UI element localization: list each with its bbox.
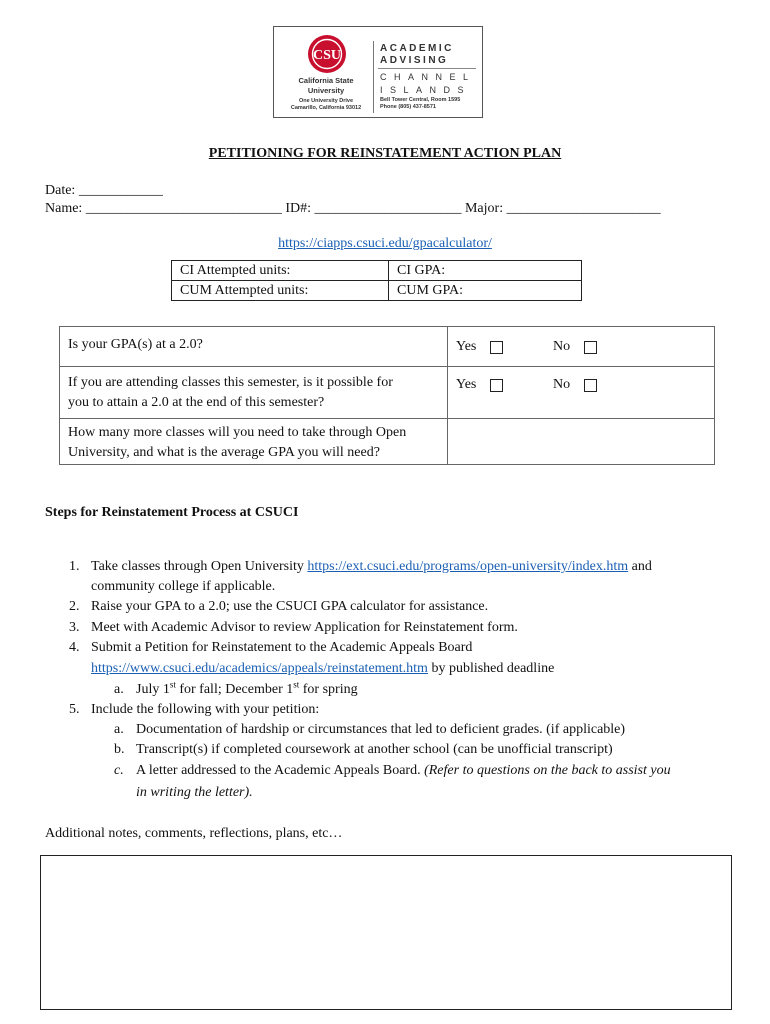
step-4-number: 4.: [69, 640, 80, 655]
step-5c-italic-line2: in writing the letter).: [136, 785, 253, 800]
csuci-academic-advising-logo: [273, 26, 483, 118]
no-label: No: [553, 377, 571, 392]
answer-input-cell[interactable]: [448, 419, 715, 465]
step-5c-letter: c.: [114, 763, 124, 778]
question-text: [60, 367, 447, 413]
question-text-line1: If you are attending classes this semester, is it possible for: [68, 375, 393, 390]
cum-gpa-cell[interactable]: CUM GPA:: [389, 281, 582, 301]
step-1-number: 1.: [69, 559, 80, 574]
university-address: [278, 98, 374, 112]
yes-option[interactable]: [456, 337, 553, 357]
university-line1: California State: [298, 76, 354, 85]
step-4a-text: [136, 680, 358, 700]
no-checkbox[interactable]: [584, 341, 597, 354]
step-4a-letter: a.: [114, 682, 124, 697]
step-4-tail: by published deadline: [431, 661, 555, 676]
step-5b-text: Transcript(s) if completed coursework at another school (can be unofficial transcript): [136, 742, 613, 757]
name-id-major-fields[interactable]: Name: ____________________________ ID#: _____________________ Major: ______________________: [45, 201, 661, 216]
address-line1: One University Drive: [298, 98, 354, 104]
date-field[interactable]: Date: ____________: [45, 183, 163, 198]
reinstatement-link[interactable]: https://www.csuci.edu/academics/appeals/reinstatement.htm: [91, 661, 428, 676]
notes-label: Additional notes, comments, reflections, plans, etc…: [45, 826, 343, 841]
cum-attempted-units-cell[interactable]: CUM Attempted units:: [172, 281, 389, 301]
page-title: PETITIONING FOR REINSTATEMENT ACTION PLAN: [208, 146, 562, 161]
notes-textarea[interactable]: [40, 855, 732, 1010]
university-line2: University: [307, 86, 345, 95]
csu-seal-icon: [307, 34, 347, 74]
step-3-text: Meet with Academic Advisor to review Application for Reinstatement form.: [91, 620, 518, 635]
step-5-text: Include the following with your petition:: [91, 702, 320, 717]
question-cell: [60, 367, 448, 419]
step-5b-letter: b.: [114, 742, 125, 757]
yes-label: Yes: [456, 339, 477, 354]
gpa-questions-table: [59, 326, 715, 465]
question-cell: [60, 327, 448, 367]
yes-label: Yes: [456, 377, 477, 392]
deadline-fall-text: July 1: [136, 682, 170, 697]
step-2-number: 2.: [69, 599, 80, 614]
logo-divider-horizontal: [378, 68, 476, 69]
question-row: [60, 367, 715, 419]
step-4-line2: [91, 659, 554, 679]
step-1-text: Take classes through Open University: [91, 559, 304, 574]
step-1: [91, 557, 652, 577]
no-label: No: [553, 339, 571, 354]
step-5c-plain: A letter addressed to the Academic Appeals Board.: [136, 763, 421, 778]
steps-heading: Steps for Reinstatement Process at CSUCI: [45, 505, 299, 520]
university-name: [278, 76, 374, 96]
step-5c-italic: (Refer to questions on the back to assist you: [424, 763, 671, 778]
channel-islands-wordmark: [380, 71, 476, 97]
deadline-tail-text: for spring: [299, 682, 358, 697]
answer-cell: [448, 367, 715, 419]
step-2-text: Raise your GPA to a 2.0; use the CSUCI GPA calculator for assistance.: [91, 599, 489, 614]
step-5a-text: Documentation of hardship or circumstances that led to deficient grades. (if applicable): [136, 722, 626, 737]
gpa-calculator-link[interactable]: https://ciapps.csuci.edu/gpacalculator/: [278, 236, 492, 251]
gpa-summary-table: [171, 260, 582, 301]
no-checkbox[interactable]: [584, 379, 597, 392]
ordinal-suffix: st: [293, 679, 300, 690]
step-1-line2: community college if applicable.: [91, 579, 276, 594]
step-3-number: 3.: [69, 620, 80, 635]
step-5a-letter: a.: [114, 722, 124, 737]
step-5-number: 5.: [69, 702, 80, 717]
question-text-line2: University, and what is the average GPA you will need?: [68, 445, 380, 460]
question-text: Is your GPA(s) at a 2.0?: [68, 337, 203, 352]
ci-attempted-units-cell[interactable]: CI Attempted units:: [172, 261, 389, 281]
question-row: [60, 327, 715, 367]
step-4-text: Submit a Petition for Reinstatement to the Academic Appeals Board: [91, 640, 473, 655]
office-line1: Bell Tower Central, Room 1595: [380, 97, 461, 103]
open-university-link[interactable]: https://ext.csuci.edu/programs/open-university/index.htm: [307, 559, 629, 574]
step-5c-text: [136, 761, 671, 781]
wordmark-channel: CHANNEL: [380, 72, 476, 82]
deadline-spring-text: for fall; December 1: [175, 682, 294, 697]
wordmark-advising: ADVISING: [380, 55, 449, 66]
yes-option[interactable]: [456, 375, 553, 395]
wordmark-academic: ACADEMIC: [380, 43, 454, 54]
question-text: [60, 419, 447, 463]
question-cell: [60, 419, 448, 465]
ci-gpa-cell[interactable]: CI GPA:: [389, 261, 582, 281]
question-row: [60, 419, 715, 465]
yes-checkbox[interactable]: [490, 379, 503, 392]
seal-text: CSU: [312, 48, 342, 63]
question-text-line1: How many more classes will you need to take through Open: [68, 425, 407, 440]
yes-checkbox[interactable]: [490, 341, 503, 354]
step-1-tail: and: [631, 559, 652, 574]
academic-advising-wordmark: [380, 43, 454, 67]
office-line2: Phone (805) 437-8571: [380, 104, 436, 110]
address-line2: Camarillo, California 93012: [290, 105, 362, 111]
office-info: [380, 97, 460, 111]
ordinal-suffix: st: [169, 679, 176, 690]
answer-cell: [448, 327, 715, 367]
question-text-line2: you to attain a 2.0 at the end of this semester?: [68, 395, 325, 410]
logo-divider-vertical: [373, 41, 374, 113]
no-option[interactable]: [553, 375, 650, 395]
wordmark-islands: ISLANDS: [380, 85, 472, 95]
no-option[interactable]: [553, 337, 650, 357]
